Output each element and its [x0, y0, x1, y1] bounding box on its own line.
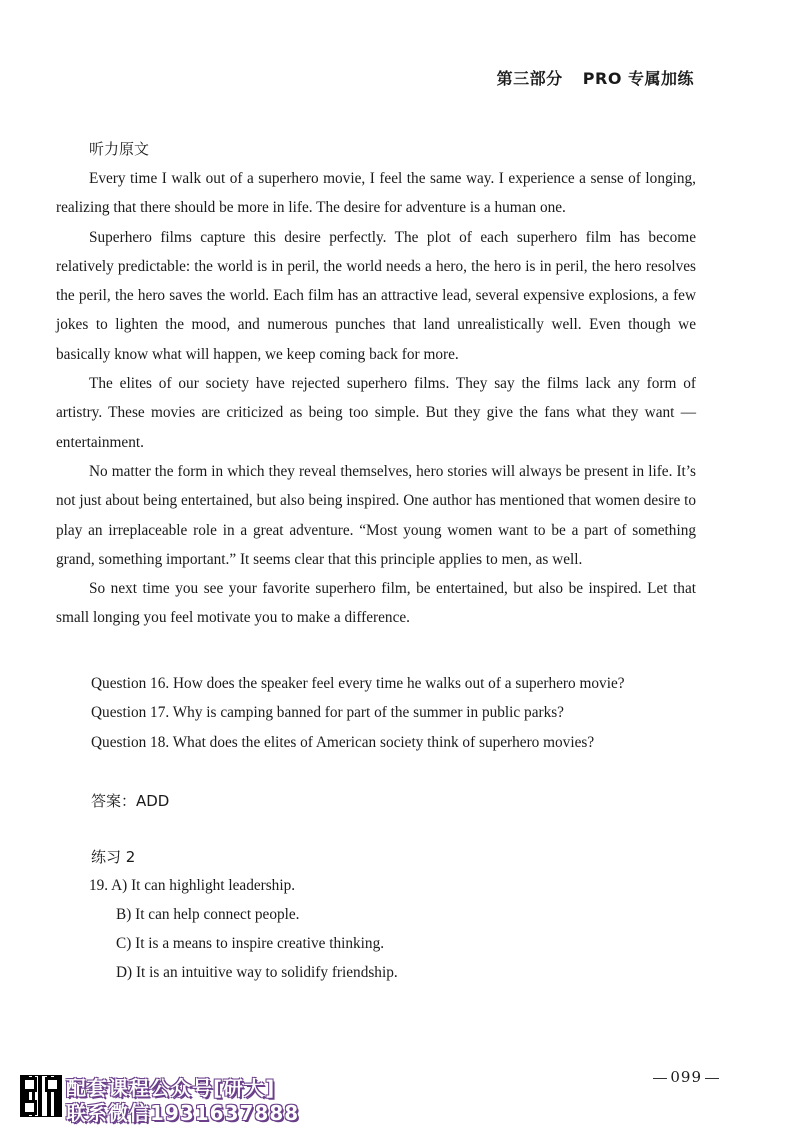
transcript-paragraph: No matter the form in which they reveal themselves, hero stories will always be present in life. It’s not just about being entertained, but also being inspired. One author has mentioned that women desire to play an irreplaceable role in a great adventure. “Most young women want to be a part of something grand, something important.” It seems clear that this principle applies to men, as well.: [56, 462, 696, 568]
qr-finder-icon: [45, 1077, 60, 1092]
qr-finder-icon: [22, 1077, 37, 1092]
option-d: D) It is an intuitive way to solidify friendship.: [116, 964, 398, 982]
header-title: PRO 专属加练: [582, 69, 694, 88]
question-19: [89, 871, 696, 900]
question-number: 19.: [89, 877, 109, 895]
page-content: [56, 138, 696, 987]
section-title: 听力原文: [89, 140, 150, 158]
header-part: 第三部分: [496, 69, 563, 88]
page-number: 099: [650, 1068, 722, 1086]
running-header: [497, 66, 694, 89]
transcript-paragraph: Every time I walk out of a superhero movie, I feel the same way. I experience a sense of longing, realizing that there should be more in life. The desire for adventure is a human one.: [56, 170, 696, 217]
option-a: A) It can highlight leadership.: [111, 877, 296, 895]
question-item: Question 16. How does the speaker feel every time he walks out of a superhero movie?: [91, 674, 625, 692]
qr-finder-icon: [22, 1100, 37, 1115]
watermark-line-1: 配套课程公众号[研大]: [66, 1076, 276, 1100]
option-c: C) It is a means to inspire creative thinking.: [116, 935, 385, 953]
question-item: Question 18. What does the elites of American society think of superhero movies?: [91, 733, 595, 751]
answer-key: 答案：ADD: [91, 792, 170, 811]
exercise-title: 练习 2: [91, 848, 136, 867]
watermark-line-2: 联系微信1931637888: [66, 1101, 300, 1125]
option-b: B) It can help connect people.: [116, 906, 300, 924]
question-list: [56, 669, 696, 758]
transcript-paragraph: So next time you see your favorite superhero film, be entertained, but also be inspired. Let that small longing you feel motivate you to make a difference.: [56, 580, 696, 627]
question-item: Question 17. Why is camping banned for part of the summer in public parks?: [91, 704, 564, 722]
transcript-paragraph: The elites of our society have rejected superhero films. They say the films lack any form of artistry. These movies are criticized as being too simple. But they give the fans what they want — entertainment.: [56, 375, 696, 451]
transcript-paragraph: Superhero films capture this desire perfectly. The plot of each superhero film has become relatively predictable: the world is in peril, the world needs a hero, the hero is in peril, the hero resolves the peril, the hero saves the world. Each film has an attractive lead, several expensive explosions, a few jokes to lighten the mood, and numerous punches that land unrealistically well. Even though we basically know what will happen, we keep coming back for more.: [56, 228, 696, 363]
qr-code-icon: [20, 1075, 62, 1117]
